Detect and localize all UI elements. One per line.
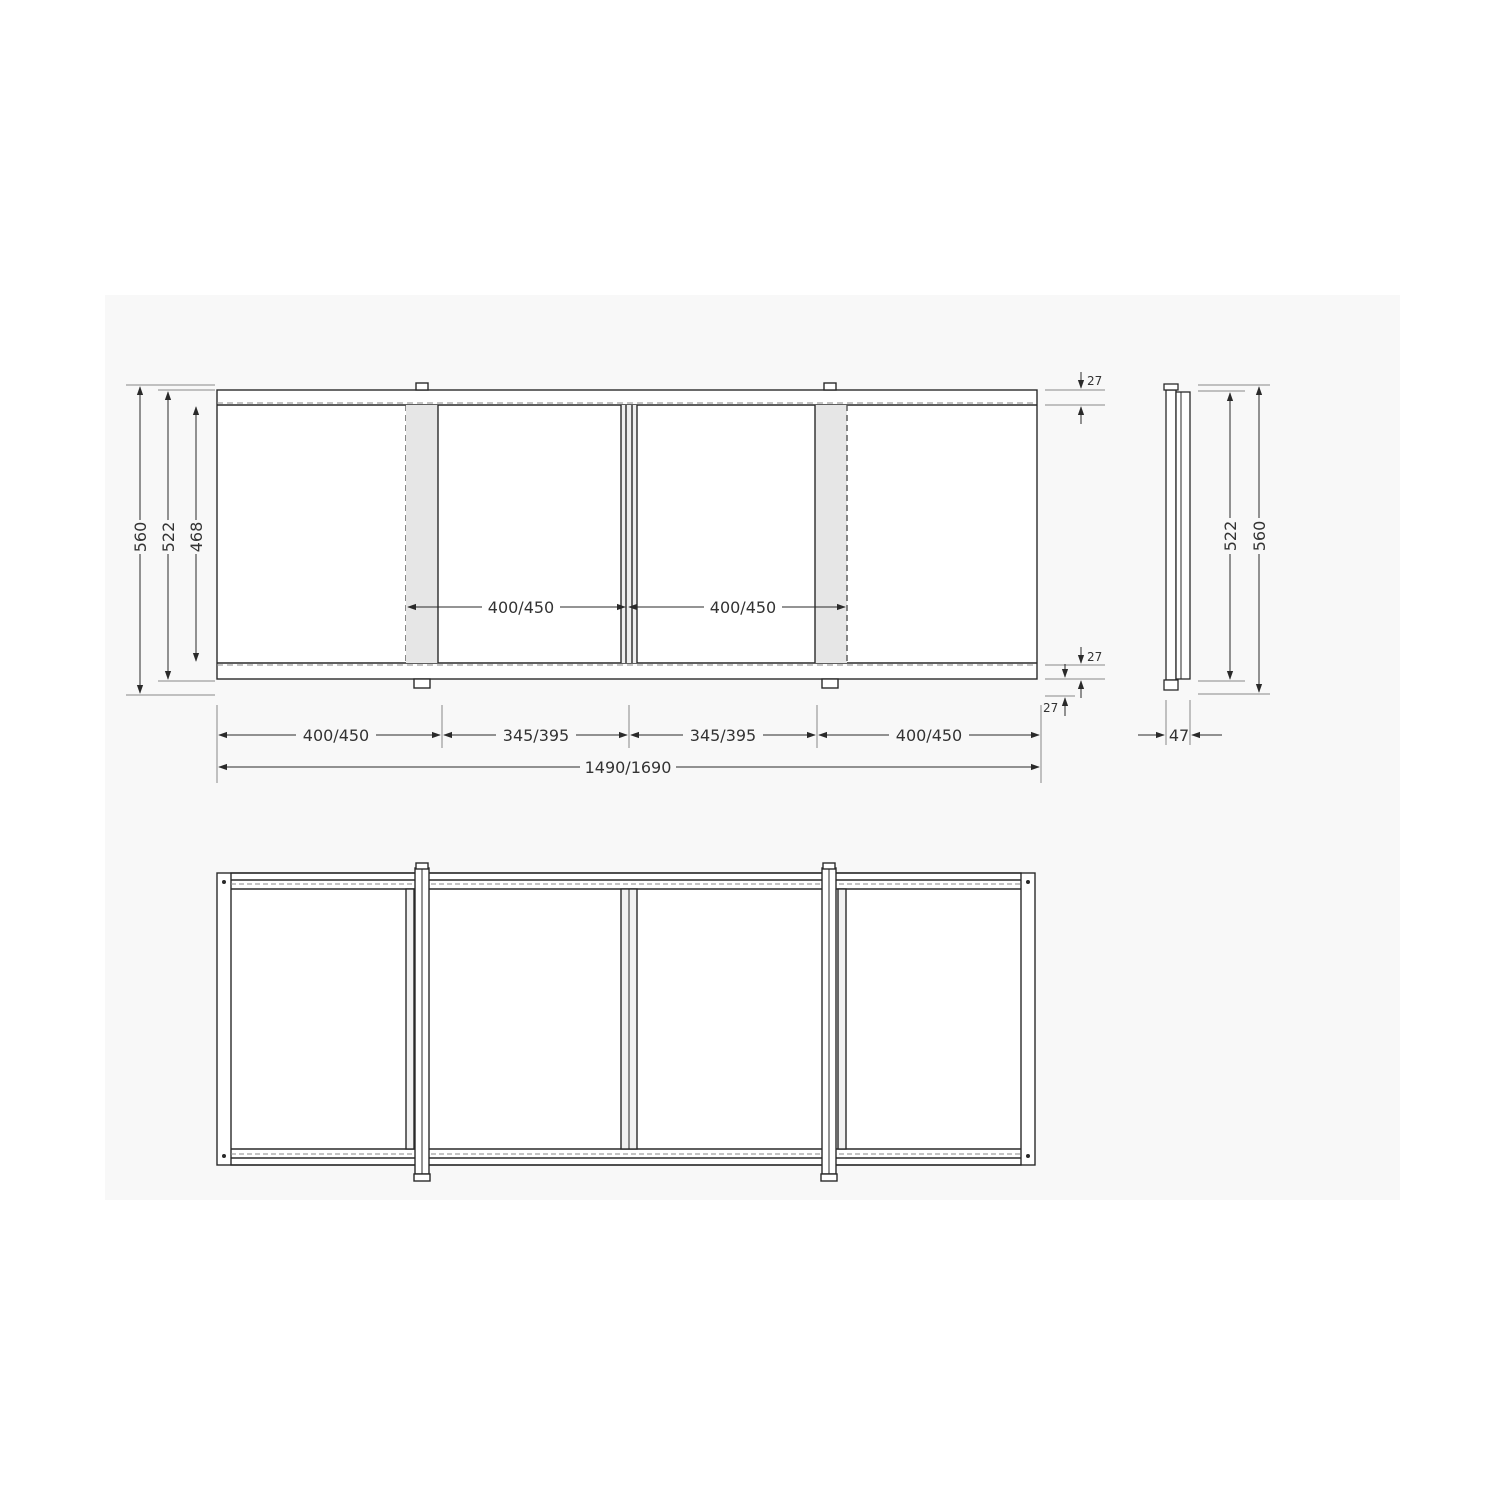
front-right-overlap-shade — [815, 405, 847, 663]
front-view — [217, 383, 1037, 688]
dim-label-total-width: 1490/1690 — [584, 758, 672, 777]
dim-label-w4: 400/450 — [895, 726, 963, 745]
dim-label-522: 522 — [159, 521, 178, 553]
side-foot — [1164, 680, 1178, 690]
side-view — [1164, 384, 1190, 690]
back-top-clip-left — [416, 863, 428, 869]
side-dim-label-522: 522 — [1221, 520, 1240, 552]
dim-label-overlap-left: 400/450 — [487, 598, 555, 617]
side-top-clip — [1164, 384, 1178, 390]
dim-label-560: 560 — [131, 521, 150, 553]
screw-top-right — [1026, 880, 1030, 884]
screw-top-left — [222, 880, 226, 884]
side-dim-label-depth: 47 — [1168, 726, 1190, 745]
dim-label-top-rail: 27 — [1087, 374, 1103, 388]
dim-label-w3: 345/395 — [689, 726, 757, 745]
dim-label-w2: 345/395 — [502, 726, 570, 745]
back-view — [217, 863, 1035, 1181]
screw-bottom-right — [1026, 1154, 1030, 1158]
side-profile-body — [1166, 390, 1176, 680]
back-foot-right — [821, 1174, 837, 1181]
dim-label-468: 468 — [187, 521, 206, 553]
screw-bottom-left — [222, 1154, 226, 1158]
side-profile-frame — [1176, 392, 1190, 679]
front-left-overlap-shade — [406, 405, 438, 663]
front-center-joint-shade — [621, 405, 637, 663]
back-left-profile-inner — [406, 889, 414, 1149]
dim-label-bottom-rail: 27 — [1087, 650, 1103, 664]
dim-label-w1: 400/450 — [302, 726, 370, 745]
dim-label-overlap-right: 400/450 — [709, 598, 777, 617]
front-foot-left — [414, 679, 430, 688]
back-top-clip-right — [823, 863, 835, 869]
front-foot-right — [822, 679, 838, 688]
back-right-profile-inner — [838, 889, 846, 1149]
dim-label-foot: 27 — [1043, 701, 1059, 715]
front-top-clip-right — [824, 383, 836, 390]
side-dim-label-560: 560 — [1250, 520, 1269, 552]
front-top-clip-left — [416, 383, 428, 390]
back-foot-left — [414, 1174, 430, 1181]
